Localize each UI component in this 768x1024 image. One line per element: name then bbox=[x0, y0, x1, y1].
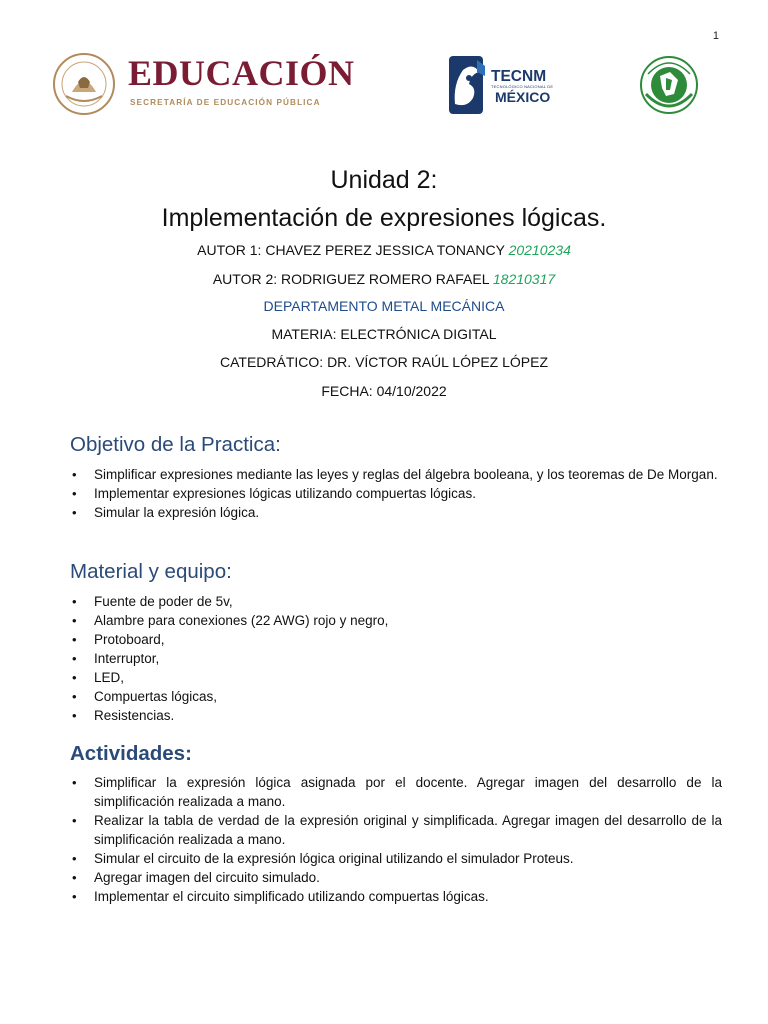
institute-seal-icon bbox=[636, 54, 702, 116]
list-item: • Compuertas lógicas, bbox=[70, 687, 722, 706]
materials-list bbox=[70, 592, 722, 725]
list-item: • Agregar imagen del circuito simulado. bbox=[70, 868, 722, 887]
author-2-name: AUTOR 2: RODRIGUEZ ROMERO RAFAEL bbox=[212, 271, 489, 287]
title-unit: Unidad 2: bbox=[330, 166, 438, 194]
objective-list bbox=[70, 465, 722, 522]
materials-section bbox=[70, 559, 722, 725]
author-1-id: 20210234 bbox=[508, 242, 571, 258]
date: FECHA: 04/10/2022 bbox=[321, 383, 447, 399]
page-number: 1 bbox=[712, 30, 719, 42]
tecnm-logo bbox=[447, 54, 555, 116]
activities-list bbox=[70, 773, 722, 906]
sep-subtitle: SECRETARÍA DE EDUCACIÓN PÚBLICA bbox=[130, 98, 321, 107]
tecnm-tagline: TECNOLÓGICO NACIONAL DE bbox=[491, 84, 554, 89]
objective-heading: Objetivo de la Practica: bbox=[70, 433, 281, 456]
institute-logo bbox=[636, 54, 702, 116]
author-2 bbox=[0, 271, 768, 287]
professor: CATEDRÁTICO: DR. VÍCTOR RAÚL LÓPEZ LÓPEZ bbox=[219, 354, 548, 370]
activities-section bbox=[70, 741, 722, 906]
tecnm-emblem-icon bbox=[447, 54, 487, 116]
list-item: • LED, bbox=[70, 668, 722, 687]
list-item: • Interruptor, bbox=[70, 649, 722, 668]
sep-logo bbox=[52, 50, 382, 114]
title-topic: Implementación de expresiones lógicas. bbox=[161, 204, 607, 232]
subject: MATERIA: ELECTRÓNICA DIGITAL bbox=[271, 326, 497, 342]
objective-section bbox=[70, 432, 722, 522]
department: DEPARTAMENTO METAL MECÁNICA bbox=[263, 298, 505, 314]
activities-heading: Actividades: bbox=[70, 742, 192, 765]
author-1-name: AUTOR 1: CHAVEZ PEREZ JESSICA TONANCY bbox=[197, 242, 505, 258]
list-item: • Realizar la tabla de verdad de la expresión original y simplificada. Agregar imagen del desarrollo de la simplificación realizada a mano. bbox=[70, 811, 722, 849]
list-item: • Simplificar la expresión lógica asignada por el docente. Agregar imagen del desarrollo de la simplificación realizada a mano. bbox=[70, 773, 722, 811]
document-title bbox=[0, 163, 768, 235]
list-item: • Fuente de poder de 5v, bbox=[70, 592, 722, 611]
list-item: • Implementar el circuito simplificado utilizando compuertas lógicas. bbox=[70, 887, 722, 906]
list-item: • Implementar expresiones lógicas utilizando compuertas lógicas. bbox=[70, 484, 722, 503]
list-item: • Alambre para conexiones (22 AWG) rojo y negro, bbox=[70, 611, 722, 630]
tecnm-wordmark: TECNM bbox=[491, 68, 547, 85]
author-1 bbox=[0, 242, 768, 258]
author-2-id: 18210317 bbox=[492, 271, 556, 287]
materials-heading: Material y equipo: bbox=[70, 560, 232, 583]
list-item: • Simular la expresión lógica. bbox=[70, 503, 722, 522]
list-item: • Protoboard, bbox=[70, 630, 722, 649]
sep-title: EDUCACIÓN bbox=[128, 53, 355, 93]
mexico-wordmark: MÉXICO bbox=[495, 89, 551, 105]
list-item: • Simular el circuito de la expresión lógica original utilizando el simulador Proteus. bbox=[70, 849, 722, 868]
list-item: • Resistencias. bbox=[70, 706, 722, 725]
national-seal-icon bbox=[52, 52, 116, 116]
list-item: • Simplificar expresiones mediante las leyes y reglas del álgebra booleana, y los teoremas de De Morgan. bbox=[70, 465, 722, 484]
document-header bbox=[52, 50, 716, 120]
